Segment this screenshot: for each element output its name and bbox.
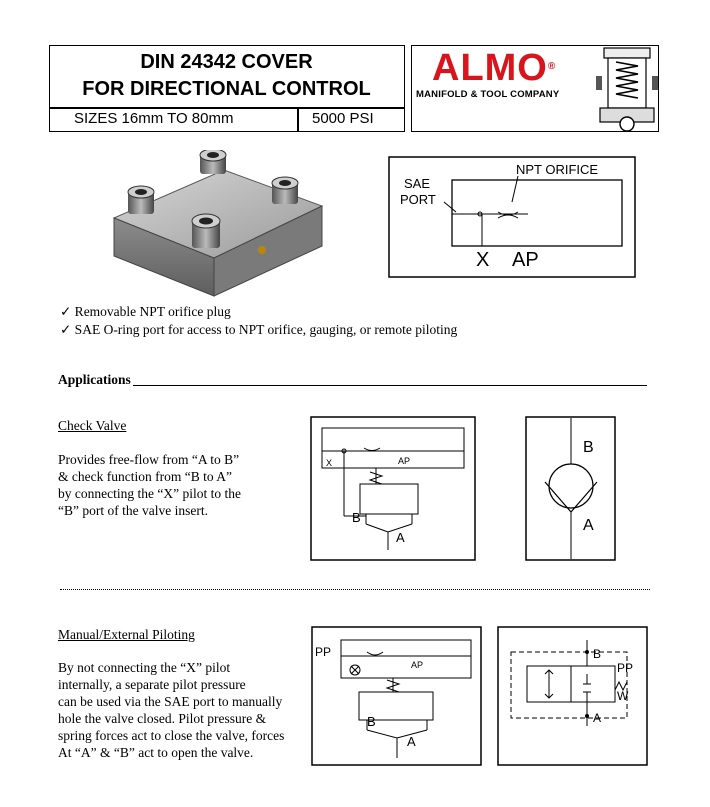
feature-item: ✓ SAE O-ring port for access to NPT orifice, gauging, or remote piloting: [60, 322, 458, 337]
cover-schematic: [388, 156, 638, 280]
symbol-b-label: B: [583, 439, 594, 456]
description-line: Provides free-flow from “A to B”: [58, 452, 240, 467]
page-title-line2: FOR DIRECTIONAL CONTROL: [82, 78, 371, 100]
description-line: internally, a separate pilot pressure: [58, 677, 246, 692]
ap-label: AP: [398, 456, 411, 466]
pp-label: PP: [315, 645, 332, 659]
brand-name: ALMO: [432, 47, 548, 89]
npt-orifice-label: NPT ORIFICE: [516, 162, 599, 177]
symbol-a-label: A: [583, 517, 594, 534]
description-line: spring forces act to close the valve, forces: [58, 728, 285, 743]
x-label: X: [326, 458, 333, 468]
check-valve-description: [58, 451, 241, 519]
ap-port-label: AP: [512, 249, 539, 271]
cartridge-valve-icon: [596, 46, 658, 132]
symbol-w-label: W: [617, 689, 629, 703]
check-valve-heading: Check Valve: [58, 418, 127, 433]
applications-heading-text: Applications: [58, 372, 131, 387]
x-port-label: X: [476, 249, 490, 271]
description-line: By not connecting the “X” pilot: [58, 660, 231, 675]
company-name: MANIFOLD & TOOL COMPANY: [416, 89, 560, 100]
feature-item: ✓ Removable NPT orifice plug: [60, 304, 231, 319]
page-title-line1: DIN 24342 COVER: [140, 51, 313, 73]
description-line: & check function from “B to A”: [58, 469, 232, 484]
piloting-description: [58, 659, 284, 761]
description-line: At “A” & “B” act to open the valve.: [58, 745, 254, 760]
registered-mark: ®: [547, 61, 557, 72]
title-divider: [49, 107, 405, 109]
brand-logo: [432, 47, 556, 90]
directional-valve-symbol: [497, 626, 648, 766]
b-label: B: [367, 714, 376, 729]
port-label: PORT: [400, 192, 436, 207]
a-label: A: [396, 530, 405, 545]
check-valve-circuit-diagram: [310, 416, 476, 561]
symbol-b-label: B: [593, 647, 602, 661]
ap-label: AP: [411, 660, 424, 670]
description-line: hole the valve closed. Pilot pressure &: [58, 711, 267, 726]
a-label: A: [407, 734, 416, 749]
applications-underline: [133, 385, 647, 386]
symbol-pp-label: PP: [617, 661, 634, 675]
symbol-a-label: A: [593, 711, 602, 725]
description-line: “B” port of the valve insert.: [58, 503, 208, 518]
section-divider: [60, 589, 650, 590]
sae-label: SAE: [404, 176, 431, 191]
check-valve-symbol: [525, 416, 616, 561]
title-vertical-divider: [297, 107, 299, 132]
sizes-label: SIZES 16mm TO 80mm: [74, 110, 234, 127]
b-label: B: [352, 510, 361, 525]
description-line: by connecting the “X” pilot to the: [58, 486, 241, 501]
product-photo: [104, 150, 332, 300]
pressure-label: 5000 PSI: [312, 110, 374, 127]
applications-heading: [58, 372, 131, 388]
piloting-heading: Manual/External Piloting: [58, 627, 195, 642]
piloting-circuit-diagram: [311, 626, 482, 766]
description-line: can be used via the SAE port to manually: [58, 694, 283, 709]
